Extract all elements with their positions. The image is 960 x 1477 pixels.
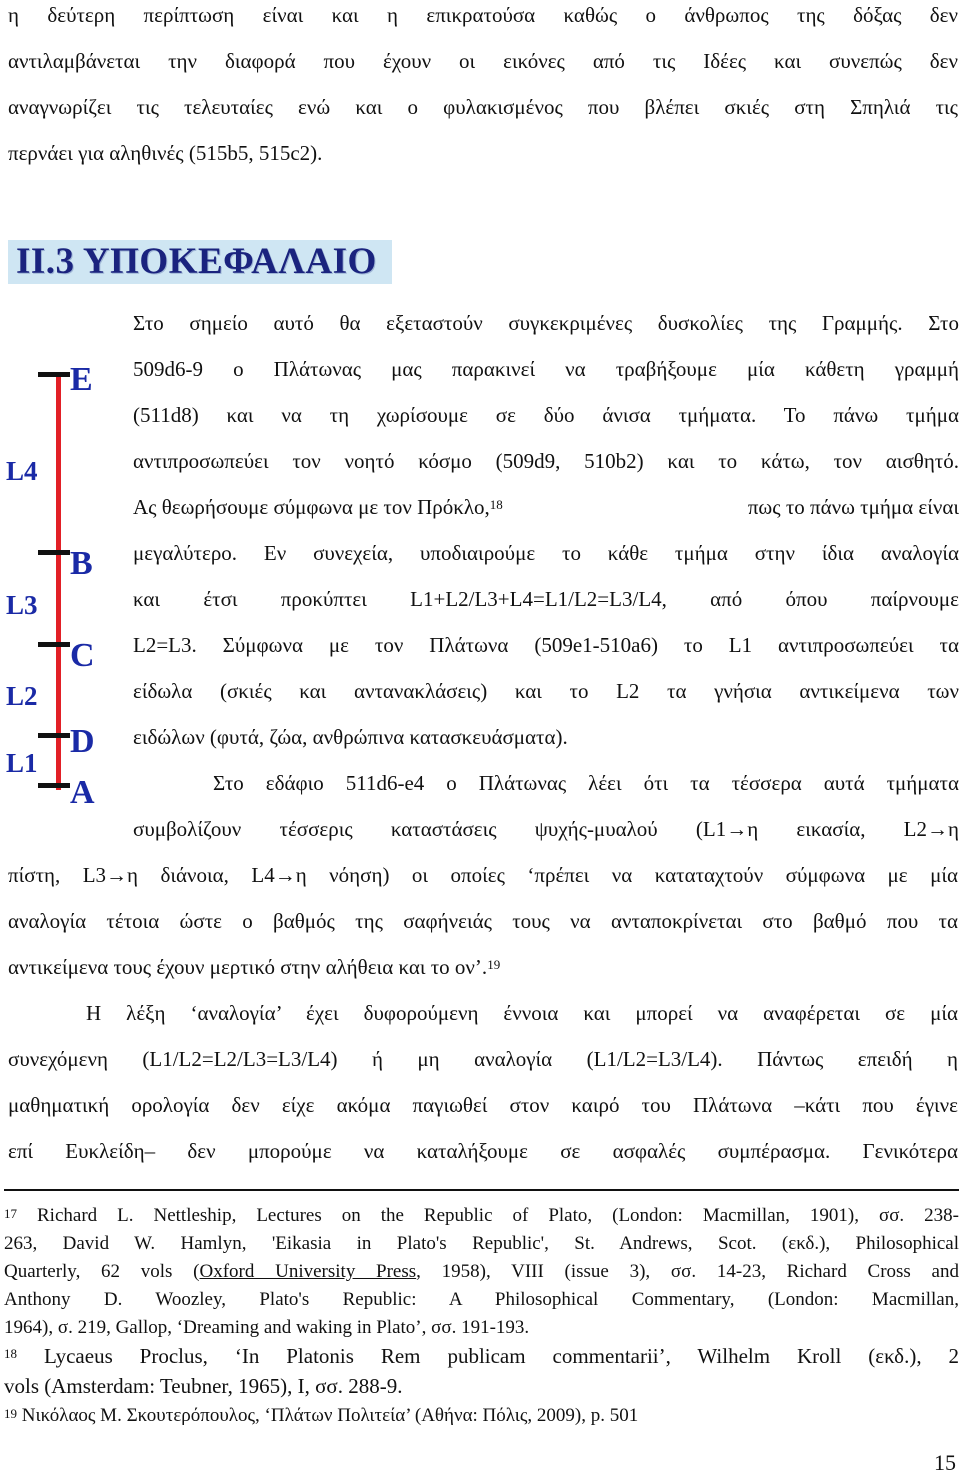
paragraph-line: επί Ευκλείδη– δεν μπορούμε να καταλήξουμε σε ασφαλές συμπέρασμα. Γενικότερα <box>8 1139 958 1163</box>
text-segment: αντικείμενα τους έχουν μερτικό στην αλήθεια και το ον’. <box>8 955 488 979</box>
footnote-text: Νικόλαος Μ. Σκουτερόπουλος, ‘Πλάτων Πολιτεία’ (Αθήνα: Πόλις, 2009), p. 501 <box>21 1405 639 1426</box>
paragraph-line: αντιλαμβάνεται την διαφορά που έχουν οι εικόνες από τις Ιδέες και συνεπώς δεν <box>8 49 958 73</box>
paragraph-line: L2=L3. Σύμφωνα με τον Πλάτωνα (509e1-510a6) το L1 αντιπροσωπεύει τα <box>133 633 959 657</box>
paragraph-line <box>8 954 500 980</box>
footnote-18-line: vols (Amsterdam: Teubner, 1965), I, σσ. 288-9. <box>4 1374 403 1398</box>
footnote-17-line: Anthony D. Woozley, Plato's Republic: A Philosophical Commentary, (London: Macmillan, <box>4 1289 959 1310</box>
text-segment: πως το πάνω τμήμα είναι <box>747 495 959 519</box>
tick-b <box>38 550 70 555</box>
tick-c <box>38 642 70 647</box>
paragraph-line: η δεύτερη περίπτωση είναι και η επικρατούσα καθώς ο άνθρωπος της δόξας δεν <box>8 3 958 27</box>
point-label-c: C <box>70 637 95 674</box>
paragraph-line: μεγαλύτερο. Εν συνεχεία, υποδιαιρούμε το κάθε τμήμα στην ίδια αναλογία <box>133 541 959 565</box>
footnote-17-line: 1964), σ. 219, Gallop, ‘Dreaming and waking in Plato’, σσ. 191-193. <box>4 1317 530 1338</box>
paragraph-line: αναγνωρίζει τις τελευταίες ενώ και ο φυλακισμένος που βλέπει σκιές στη Σπηλιά τις <box>8 95 958 119</box>
section-heading <box>8 240 392 284</box>
footnote-17-line <box>4 1260 959 1284</box>
paragraph-line: 509d6-9 ο Πλάτωνας μας παρακινεί να τραβήξουμε μία κάθετη γραμμή <box>133 357 959 381</box>
point-label-e: E <box>70 361 93 398</box>
text-segment: Ας θεωρήσουμε σύμφωνα με τον Πρόκλο, <box>133 495 490 519</box>
tick-e <box>38 372 70 377</box>
footnote-number: 18 <box>4 1346 17 1361</box>
paragraph-line: αναλογία τέτοια ώστε ο βαθμός της σαφήνειάς τους να ανταποκρίνεται στο βαθμό που τα <box>8 909 958 933</box>
segment-label-l4: L4 <box>6 456 38 486</box>
paragraph-line: ειδώλων (φυτά, ζώα, ανθρώπινα κατασκευάσματα). <box>133 725 568 749</box>
footnote-text: Quarterly, 62 vols ( <box>4 1261 200 1282</box>
footnote-19-line <box>4 1404 638 1428</box>
point-label-b: B <box>70 545 93 582</box>
footnote-separator <box>4 1189 959 1191</box>
segment-label-l1: L1 <box>6 748 38 778</box>
publisher-link[interactable]: Oxford University Press <box>199 1261 417 1282</box>
section-heading-text: ΙΙ.3 ΥΠΟΚΕΦΑΛΑΙΟ <box>16 241 377 282</box>
footnote-text: , 1958), VIII (issue 3), σσ. 14-23, Richard Cross and <box>416 1261 959 1282</box>
paragraph-line: αντιπροσωπεύει τον νοητό κόσμο (509d9, 510b2) και το κάτω, τον αισθητό. <box>133 449 959 473</box>
footnote-18-line <box>4 1344 959 1368</box>
footnote-text: Lycaeus Proclus, ‘In Platonis Rem publicam commentarii’, Wilhelm Kroll (εκδ.), 2 <box>43 1344 960 1368</box>
page-number: 15 <box>934 1450 956 1475</box>
segment-label-l2: L2 <box>6 681 38 711</box>
paragraph-line: (511d8) και να τη χωρίσουμε σε δύο άνισα τμήματα. Το πάνω τμήμα <box>133 403 959 427</box>
paragraph-line: συνεχόμενη (L1/L2=L2/L3=L3/L4) ή μη αναλογία (L1/L2=L3/L4). Πάντως επειδή η <box>8 1047 958 1071</box>
footnote-17-line <box>4 1204 959 1228</box>
paragraph-line: και έτσι προκύπτει L1+L2/L3+L4=L1/L2=L3/L4, από όπου παίρνουμε <box>133 587 959 611</box>
footnote-number: 17 <box>4 1206 17 1221</box>
tick-d <box>38 733 70 738</box>
footnote-number: 19 <box>4 1406 17 1421</box>
paragraph-line: συμβολίζουν τέσσερις καταστάσεις ψυχής-μυαλού (L1→η εικασία, L2→η <box>133 817 959 841</box>
tick-a <box>38 783 70 788</box>
paragraph-line: Στο εδάφιο 511d6-e4 ο Πλάτωνας λέει ότι τα τέσσερα αυτά τμήματα <box>213 771 959 795</box>
divided-line-diagram <box>0 360 110 810</box>
paragraph-line: πίστη, L3→η διάνοια, L4→η νόηση) οι οποίες ‘πρέπει να καταταχτούν σύμφωνα με μία <box>8 863 958 887</box>
paragraph-line: περνάει για αληθινές (515b5, 515c2). <box>8 141 323 165</box>
footnote-ref-19[interactable]: 19 <box>487 957 501 972</box>
paragraph-line <box>133 494 959 520</box>
footnote-17-line: 263, David W. Hamlyn, 'Eikasia in Plato's Republic', St. Andrews, Scot. (εκδ.), Philosophical <box>4 1233 959 1254</box>
paragraph-line: μαθηματική ορολογία δεν είχε ακόμα παγιωθεί στον καιρό του Πλάτωνα –κάτι που έγινε <box>8 1093 958 1117</box>
footnote-ref-18[interactable]: 18 <box>489 497 503 512</box>
point-label-a: A <box>70 774 95 810</box>
paragraph-line: Στο σημείο αυτό θα εξεταστούν συγκεκριμένες δυσκολίες της Γραμμής. Στο <box>133 311 959 335</box>
vertical-line <box>56 372 61 790</box>
point-label-d: D <box>70 723 95 760</box>
paragraph-line: είδωλα (σκιές και αντανακλάσεις) και το L2 τα γνήσια αντικείμενα των <box>133 679 959 703</box>
segment-label-l3: L3 <box>6 590 38 620</box>
footnote-text: Richard L. Nettleship, Lectures on the Republic of Plato, (London: Macmillan, 1901), σσ. 238- <box>37 1205 960 1226</box>
paragraph-line: Η λέξη ‘αναλογία’ έχει δυφορούμενη έννοια και μπορεί να αναφέρεται σε μία <box>86 1001 958 1025</box>
